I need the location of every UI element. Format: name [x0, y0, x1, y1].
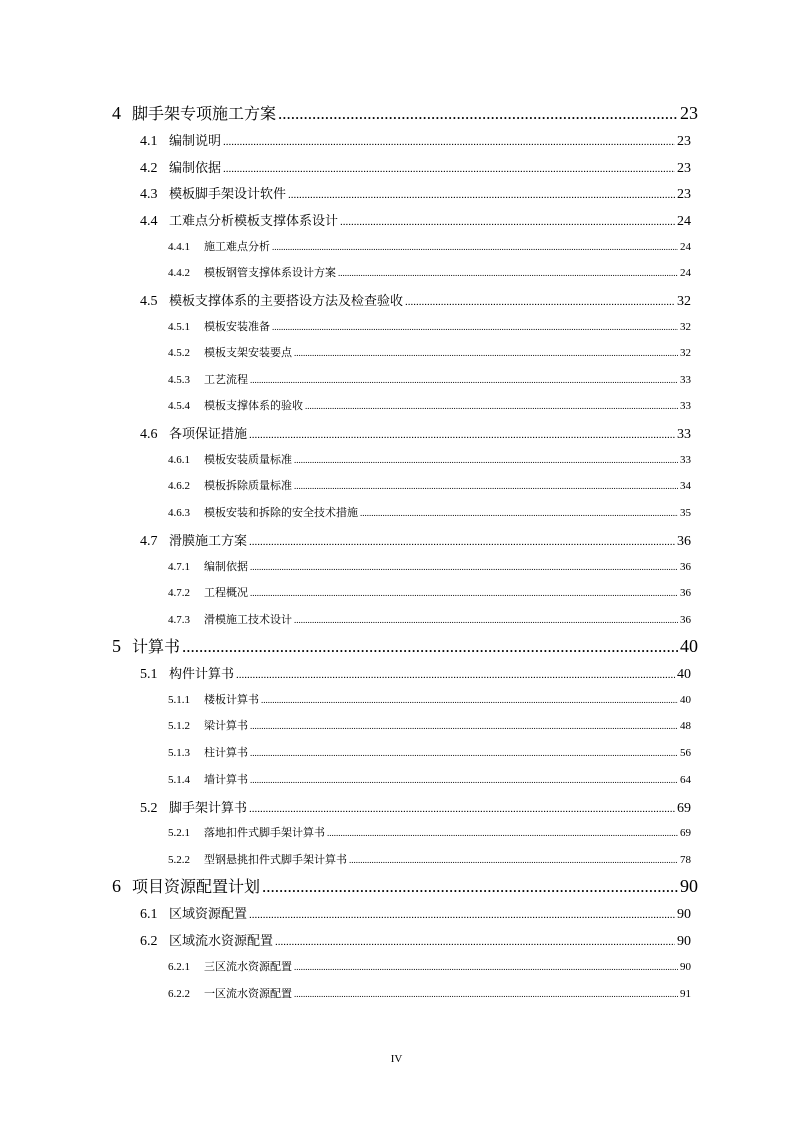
toc-entry-title: 工程概况: [204, 586, 248, 599]
toc-entry-number: 4.4: [140, 214, 158, 229]
toc-entry-title: 编制说明: [169, 134, 222, 149]
toc-dot-leader: [405, 296, 675, 308]
toc-entry-number: 6: [112, 876, 121, 896]
toc-entry-level-3[interactable]: [168, 558, 691, 576]
toc-entry-level-3[interactable]: [168, 238, 691, 256]
toc-entry-number: 5.1.2: [168, 720, 190, 732]
toc-entry-title: 区域资源配置: [169, 907, 248, 922]
toc-entry-page: 69: [677, 801, 691, 816]
toc-entry-level-3[interactable]: [168, 744, 691, 762]
toc-entry-title: 构件计算书: [169, 667, 235, 682]
toc-dot-leader: [182, 637, 678, 657]
toc-entry-page: 90: [677, 907, 691, 922]
toc-entry-level-2[interactable]: [140, 290, 691, 310]
toc-entry-page: 36: [680, 587, 691, 599]
toc-entry-page: 90: [680, 961, 691, 973]
toc-entry-number: 4.1: [140, 134, 158, 149]
toc-dot-leader: [294, 989, 678, 999]
toc-dot-leader: [223, 136, 675, 148]
toc-entry-level-1[interactable]: [112, 101, 698, 123]
toc-entry-page: 34: [680, 480, 691, 492]
toc-dot-leader: [250, 721, 678, 731]
toc-dot-leader: [249, 429, 675, 441]
toc-entry-number: 6.2.2: [168, 988, 190, 1000]
toc-dot-leader: [294, 455, 678, 465]
toc-entry-level-2[interactable]: [140, 157, 691, 177]
toc-entry-level-3[interactable]: [168, 318, 691, 336]
toc-entry-level-3[interactable]: [168, 264, 691, 282]
toc-entry-number: 4.5.4: [168, 400, 190, 412]
toc-entry-title: 计算书: [132, 637, 181, 656]
toc-entry-page: 91: [680, 988, 691, 1000]
toc-entry-page: 36: [677, 534, 691, 549]
toc-entry-title: 模板支撑体系的验收: [204, 399, 303, 412]
toc-entry-level-2[interactable]: [140, 130, 691, 150]
toc-entry-level-3[interactable]: [168, 691, 691, 709]
toc-entry-level-3[interactable]: [168, 397, 691, 415]
toc-entry-number: 4.7.2: [168, 587, 190, 599]
toc-entry-title: 模板安装和拆除的安全技术措施: [204, 506, 358, 519]
toc-entry-page: 32: [677, 294, 691, 309]
toc-dot-leader: [250, 375, 678, 385]
toc-dot-leader: [272, 322, 678, 332]
toc-entry-page: 90: [677, 934, 691, 949]
toc-dot-leader: [360, 508, 678, 518]
toc-entry-page: 40: [680, 694, 691, 706]
toc-entry-number: 5.2.2: [168, 854, 190, 866]
toc-entry-number: 4.4.2: [168, 267, 190, 279]
toc-entry-page: 78: [680, 854, 691, 866]
toc-entry-page: 33: [680, 374, 691, 386]
toc-entry-title: 项目资源配置计划: [132, 877, 261, 896]
toc-entry-level-2[interactable]: [140, 183, 691, 203]
toc-entry-level-3[interactable]: [168, 824, 691, 842]
toc-entry-level-3[interactable]: [168, 371, 691, 389]
toc-dot-leader: [294, 348, 678, 358]
toc-entry-title: 柱计算书: [204, 746, 248, 759]
toc-dot-leader: [250, 775, 678, 785]
toc-entry-page: 33: [680, 400, 691, 412]
toc-entry-level-3[interactable]: [168, 344, 691, 362]
toc-entry-level-3[interactable]: [168, 851, 691, 869]
toc-entry-page: 90: [680, 876, 698, 896]
toc-entry-page: 64: [680, 774, 691, 786]
toc-entry-level-2[interactable]: [140, 797, 691, 817]
toc-entry-title: 滑模施工技术设计: [204, 613, 292, 626]
toc-entry-level-3[interactable]: [168, 771, 691, 789]
page-number-footer: IV: [390, 1053, 403, 1065]
toc-entry-number: 4.6.2: [168, 480, 190, 492]
toc-dot-leader: [250, 748, 678, 758]
toc-dot-leader: [349, 855, 678, 865]
toc-entry-title: 施工难点分析: [204, 240, 270, 253]
toc-entry-number: 4.7.1: [168, 561, 190, 573]
toc-entry-number: 5.1.3: [168, 747, 190, 759]
toc-dot-leader: [294, 481, 678, 491]
toc-entry-level-1[interactable]: [112, 634, 698, 656]
toc-entry-page: 36: [680, 561, 691, 573]
toc-entry-level-3[interactable]: [168, 611, 691, 629]
toc-entry-title: 区域流水资源配置: [169, 934, 274, 949]
toc-entry-number: 5.1: [140, 667, 158, 682]
toc-entry-level-2[interactable]: [140, 930, 691, 950]
toc-dot-leader: [340, 216, 675, 228]
toc-entry-number: 4.4.1: [168, 241, 190, 253]
toc-entry-level-2[interactable]: [140, 663, 691, 683]
toc-dot-leader: [261, 695, 678, 705]
toc-dot-leader: [294, 962, 678, 972]
toc-entry-number: 5: [112, 636, 121, 656]
toc-entry-title: 模板拆除质量标准: [204, 479, 292, 492]
toc-dot-leader: [305, 401, 678, 411]
toc-entry-title: 脚手架计算书: [169, 801, 248, 816]
toc-entry-title: 型钢悬挑扣件式脚手架计算书: [204, 853, 347, 866]
toc-entry-title: 各项保证措施: [169, 427, 248, 442]
toc-entry-page: 69: [680, 827, 691, 839]
toc-entry-number: 5.1.4: [168, 774, 190, 786]
toc-entry-page: 23: [677, 161, 691, 176]
toc-entry-number: 5.2: [140, 801, 158, 816]
toc-entry-title: 模板脚手架设计软件: [169, 187, 287, 202]
toc-entry-title: 落地扣件式脚手架计算书: [204, 826, 325, 839]
toc-dot-leader: [278, 104, 678, 124]
toc-entry-title: 一区流水资源配置: [204, 987, 292, 1000]
toc-dot-leader: [327, 828, 678, 838]
toc-entry-number: 4.5.3: [168, 374, 190, 386]
toc-dot-leader: [250, 562, 678, 572]
toc-dot-leader: [236, 669, 675, 681]
toc-entry-title: 脚手架专项施工方案: [132, 104, 277, 123]
toc-dot-leader: [294, 615, 678, 625]
toc-entry-title: 梁计算书: [204, 719, 248, 732]
toc-entry-level-3[interactable]: [168, 717, 691, 735]
toc-entry-number: 4.5: [140, 294, 158, 309]
toc-entry-page: 23: [677, 134, 691, 149]
toc-entry-title: 编制依据: [204, 560, 248, 573]
toc-entry-number: 4.2: [140, 161, 158, 176]
toc-entry-title: 墙计算书: [204, 773, 248, 786]
toc-entry-level-2[interactable]: [140, 210, 691, 230]
toc-entry-page: 32: [680, 347, 691, 359]
toc-dot-leader: [249, 536, 675, 548]
toc-entry-level-2[interactable]: [140, 903, 691, 923]
toc-entry-page: 23: [677, 187, 691, 202]
toc-entry-number: 4.5.2: [168, 347, 190, 359]
toc-entry-number: 4.3: [140, 187, 158, 202]
toc-entry-title: 模板安装准备: [204, 320, 270, 333]
toc-entry-level-3[interactable]: [168, 451, 691, 469]
toc-dot-leader: [249, 909, 675, 921]
toc-entry-level-3[interactable]: [168, 477, 691, 495]
toc-entry-page: 33: [677, 427, 691, 442]
toc-entry-title: 模板钢管支撑体系设计方案: [204, 266, 336, 279]
toc-dot-leader: [272, 242, 678, 252]
toc-entry-page: 24: [677, 214, 691, 229]
toc-entry-number: 6.2: [140, 934, 158, 949]
toc-dot-leader: [262, 877, 678, 897]
toc-entry-title: 模板支撑体系的主要搭设方法及检查验收: [169, 294, 404, 309]
toc-entry-title: 编制依据: [169, 161, 222, 176]
toc-entry-number: 6.1: [140, 907, 158, 922]
toc-entry-page: 35: [680, 507, 691, 519]
toc-dot-leader: [250, 588, 678, 598]
toc-entry-level-1[interactable]: [112, 874, 698, 896]
toc-dot-leader: [288, 189, 675, 201]
toc-entry-level-3[interactable]: [168, 958, 691, 976]
toc-entry-title: 模板安装质量标准: [204, 453, 292, 466]
toc-entry-page: 23: [680, 103, 698, 123]
toc-entry-title: 工艺流程: [204, 373, 248, 386]
toc-entry-number: 5.2.1: [168, 827, 190, 839]
toc-entry-number: 4.7.3: [168, 614, 190, 626]
toc-entry-number: 4.6.1: [168, 454, 190, 466]
toc-entry-number: 5.1.1: [168, 694, 190, 706]
toc-entry-page: 48: [680, 720, 691, 732]
toc-entry-level-3[interactable]: [168, 985, 691, 1003]
toc-entry-page: 56: [680, 747, 691, 759]
toc-entry-page: 36: [680, 614, 691, 626]
toc-entry-number: 4: [112, 103, 121, 123]
toc-entry-level-3[interactable]: [168, 504, 691, 522]
toc-entry-level-2[interactable]: [140, 423, 691, 443]
toc-entry-number: 4.7: [140, 534, 158, 549]
toc-entry-level-2[interactable]: [140, 530, 691, 550]
toc-entry-page: 32: [680, 321, 691, 333]
toc-entry-number: 6.2.1: [168, 961, 190, 973]
toc-entry-page: 24: [680, 241, 691, 253]
toc-entry-page: 33: [680, 454, 691, 466]
toc-entry-number: 4.6.3: [168, 507, 190, 519]
toc-entry-level-3[interactable]: [168, 584, 691, 602]
toc-entry-title: 滑膜施工方案: [169, 534, 248, 549]
toc-dot-leader: [338, 268, 678, 278]
toc-entry-title: 工难点分析模板支撑体系设计: [169, 214, 339, 229]
toc-dot-leader: [275, 936, 675, 948]
toc-entry-title: 模板支架安装要点: [204, 346, 292, 359]
toc-dot-leader: [249, 803, 675, 815]
toc-entry-page: 40: [680, 636, 698, 656]
toc-entry-title: 楼板计算书: [204, 693, 259, 706]
toc-entry-page: 24: [680, 267, 691, 279]
toc-entry-number: 4.6: [140, 427, 158, 442]
toc-entry-number: 4.5.1: [168, 321, 190, 333]
toc-entry-page: 40: [677, 667, 691, 682]
toc-entry-title: 三区流水资源配置: [204, 960, 292, 973]
toc-dot-leader: [223, 163, 675, 175]
